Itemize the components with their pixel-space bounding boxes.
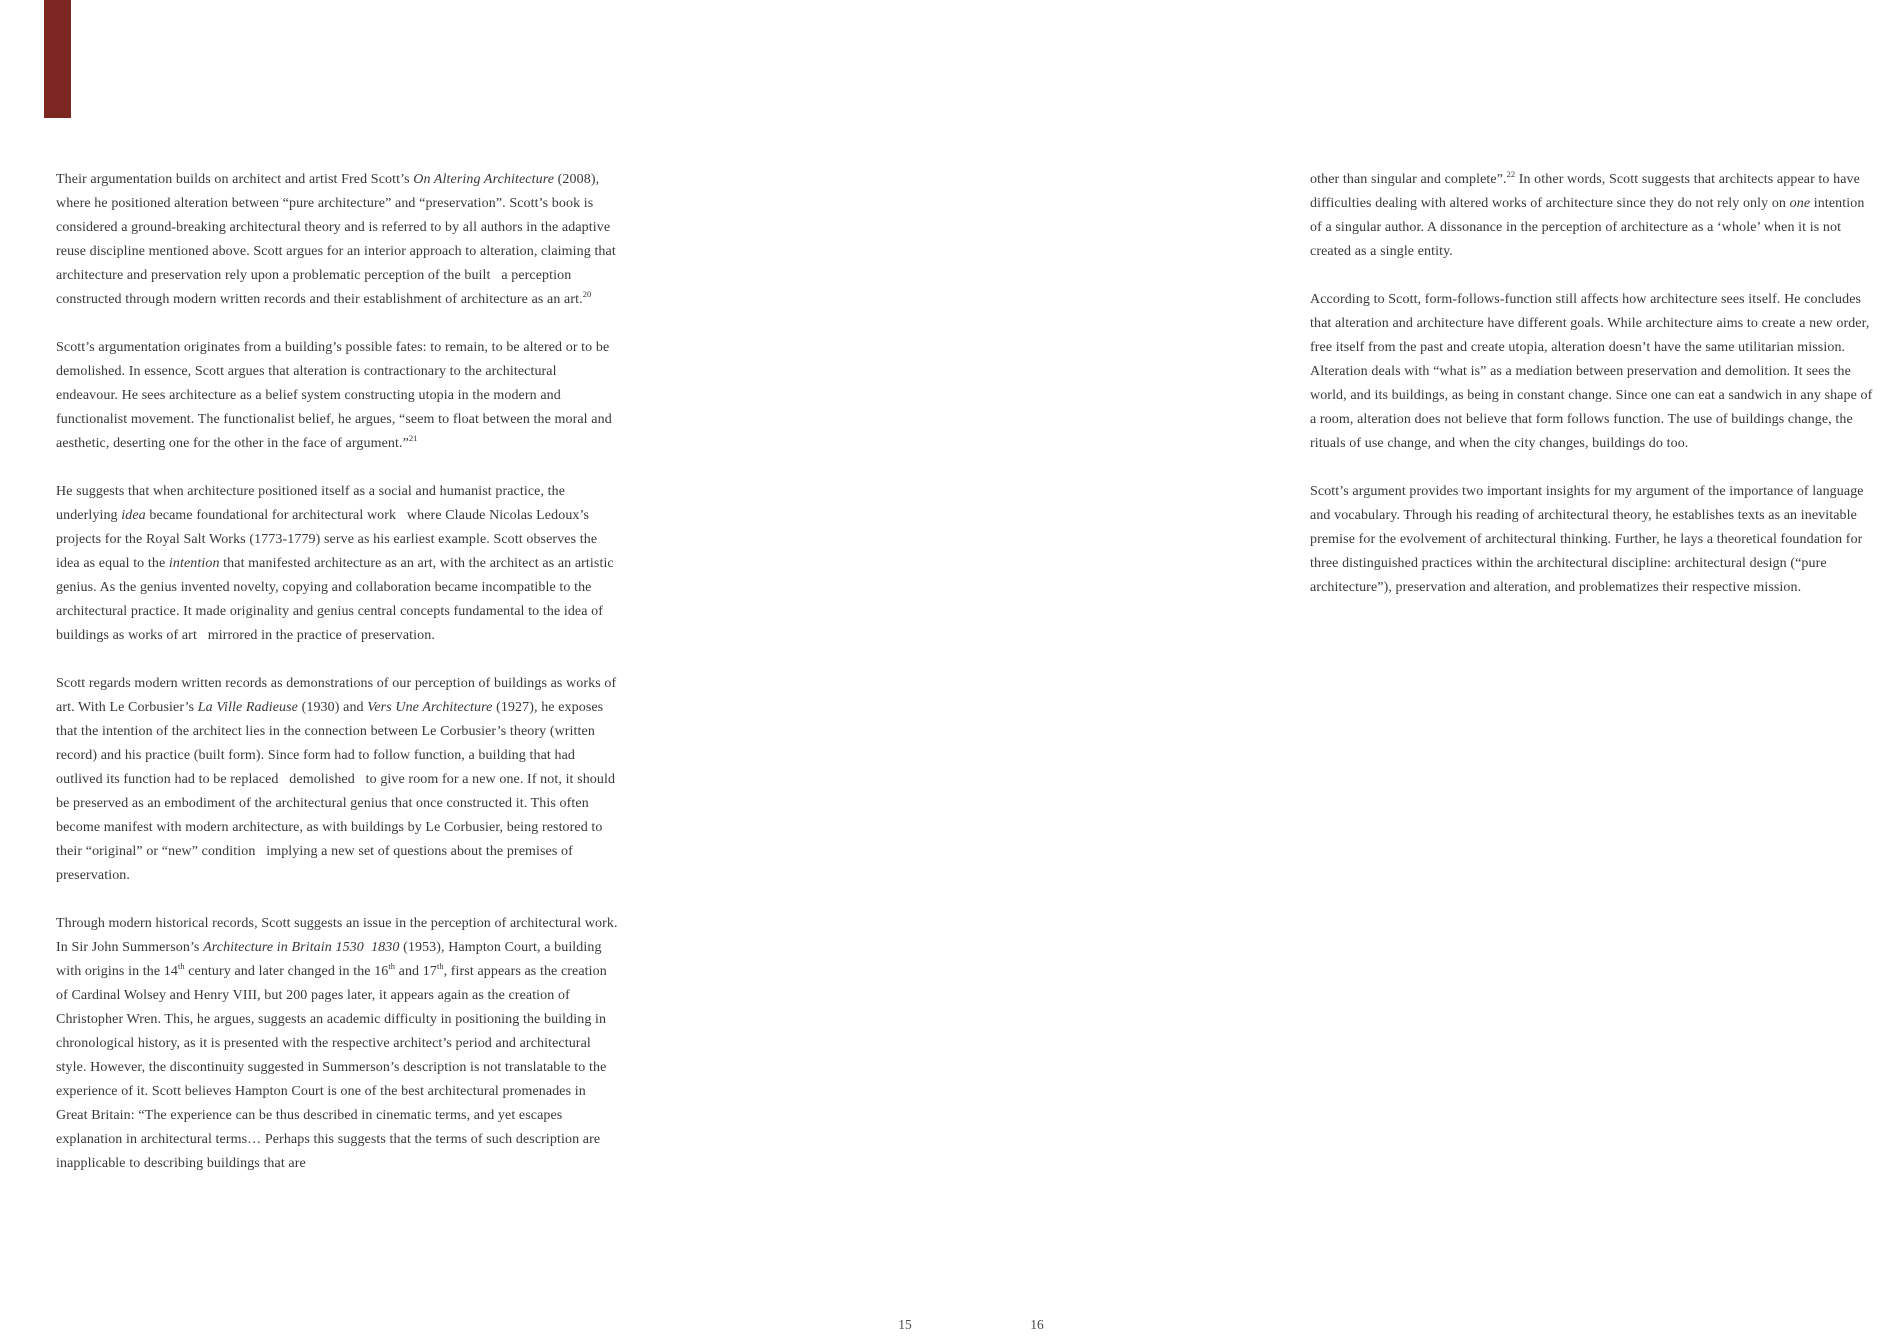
paragraph: Scott’s argumentation originates from a building’s possible fates: to remain, to be altered or to be demolished. In essence, Scott argues that alteration is contractionary to the architectural endeavour. He sees architecture as a belief system constructing utopia in the modern and functionalist movement. The functionalist belief, he argues, “seem to float between the moral and aesthetic, deserting one for the other in the face of argument.”$^{21}$ xyxy=(56,340,616,451)
paragraph: According to Scott, form-follows-function still affects how architecture sees itself. He concludes that alteration and architecture have different goals. While architecture aims to create a new order, free itself from the past and create utopia, alteration doesn’t have the same utilitarian mission. Alteration deals with “what is” as a mediation between preservation and demolition. It sees the world, and its buildings, as being in constant change. Since one can eat a sandwich in any shape of a room, alteration does not believe that form follows function. The use of buildings change, the rituals of use change, and when the city changes, buildings do too. xyxy=(1310,292,1876,451)
page-number-right: 16 xyxy=(1030,1317,1044,1332)
left-page xyxy=(56,168,620,1176)
page-number-left: 15 xyxy=(898,1317,912,1332)
paragraph: Scott regards modern written records as demonstrations of our perception of buildings as works of art. With Le Corbusier’s La Ville Radieuse (1930) and Vers Une Architecture (1927), he exposes that the intention of the architect lies in the connection between Le Corbusier’s theory (written record) and his practice (built form). Since form had to follow function, a building that had outlived its function had to be replaced demolished to give room for a new one. If not, it should be preserved as an embodiment of the architectural genius that once constructed it. This often become manifest with modern architecture, as with buildings by Le Corbusier, being restored to their “original” or “new” condition implying a new set of questions about the premises of preservation. xyxy=(56,676,620,883)
right-page xyxy=(1310,168,1874,600)
paragraph: Scott’s argument provides two important insights for my argument of the importance of language and vocabulary. Through his reading of architectural theory, he establishes texts as an inevitable premise for the evolvement of architectural thinking. Further, he lays a theoretical foundation for three distinguished practices within the architectural discipline: architectural design (“pure architecture”), preservation and alteration, and problematizes their respective mission. xyxy=(1310,484,1868,595)
paragraph: He suggests that when architecture positioned itself as a social and humanist practice, the underlying idea became foundational for architectural work where Claude Nicolas Ledoux’s projects for the Royal Salt Works (1773-1779) serve as his earliest example. Scott observes the idea as equal to the intention that manifested architecture as an art, with the architect as an artistic genius. As the genius invented novelty, copying and collaboration became incompatible to the architectural practice. It made originality and genius central concepts fundamental to the idea of buildings as works of art mirrored in the practice of preservation. xyxy=(56,484,618,643)
paragraph: other than singular and complete”.$^{22}$ In other words, Scott suggests that architects appear to have difficulties dealing with altered works of architecture since they do not rely only on one intention of a singular author. A dissonance in the perception of architecture as a ‘whole’ when it is not created as a single entity. xyxy=(1310,169,1869,259)
red-chapter-ribbon xyxy=(44,0,71,118)
paragraph: Their argumentation builds on architect and artist Fred Scott’s On Altering Architecture (2008), where he positioned alteration between “pure architecture” and “preservation”. Scott’s book is considered a ground-breaking architectural theory and is referred to by all authors in the adaptive reuse discipline mentioned above. Scott argues for an interior approach to alteration, claiming that architecture and preservation rely upon a problematic perception of the built a perception constructed through modern written records and their establishment of architecture as an art.$^{20}$ xyxy=(56,172,620,307)
paragraph: Through modern historical records, Scott suggests an issue in the perception of architectural work. In Sir John Summerson’s Architecture in Britain 1530 1830 (1953), Hampton Court, a building with origins in the 14th century and later changed in the 16th and 17th, first appears as the creation of Cardinal Wolsey and Henry VIII, but 200 pages later, it appears again as the creation of Christopher Wren. This, he argues, suggests an academic difficulty in positioning the building in chronological history, as it is presented with the respective architect’s period and architectural style. However, the discontinuity suggested in Summerson’s description is not translatable to the experience of it. Scott believes Hampton Court is one of the best architectural promenades in Great Britain: “The experience can be thus described in cinematic terms, and yet escapes explanation in architectural terms… Perhaps this suggests that the terms of such description are inapplicable to describing buildings that are xyxy=(56,916,622,1171)
